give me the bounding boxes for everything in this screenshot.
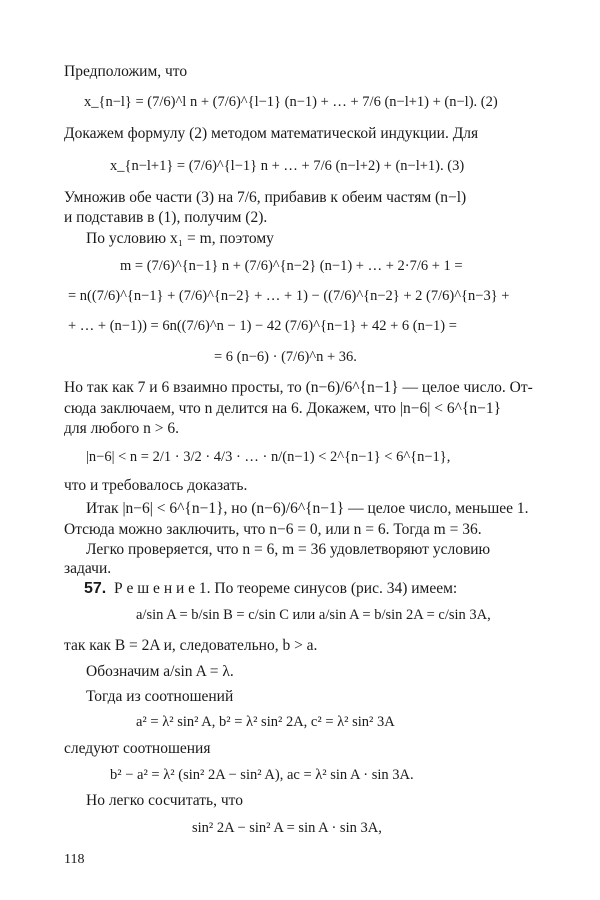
text-line: Тогда из соотношений [86, 688, 234, 705]
formula-line: |n−6| < n = 2/1 · 3/2 · 4/3 · … · n/(n−1) < 2^{n−1} < 6^{n−1}, [86, 449, 451, 465]
page-number: 118 [64, 852, 85, 867]
text-line: и подставив в (1), получим (2). [64, 209, 268, 226]
text-line: Обозначим a/sin A = λ. [86, 663, 234, 680]
formula-line: a² = λ² sin² A, b² = λ² sin² 2A, c² = λ² sin² 3A [136, 714, 395, 730]
problem-number: 57. [84, 580, 107, 597]
formula-2: x_{n−l} = (7/6)^l n + (7/6)^{l−1} (n−1) + … + 7/6 (n−l+1) + (n−l). (2) [84, 94, 498, 110]
text-line: Но легко сосчитать, что [86, 792, 243, 809]
formula-line: + … + (n−1)) = 6n((7/6)^n − 1) − 42 (7/6)^{n−1} + 42 + 6 (n−1) = [68, 318, 457, 334]
formula-3: x_{n−l+1} = (7/6)^{l−1} n + … + 7/6 (n−l+2) + (n−l+1). (3) [110, 158, 465, 174]
text-line: Отсюда можно заключить, что n−6 = 0, или n = 6. Тогда m = 36. [64, 521, 482, 538]
formula-line: b² − a² = λ² (sin² 2A − sin² A), ac = λ² sin A · sin 3A. [110, 767, 414, 783]
text-line: сюда заключаем, что n делится на 6. Докажем, что |n−6| < 6^{n−1} [64, 400, 502, 417]
formula-line: sin² 2A − sin² A = sin A · sin 3A, [192, 820, 382, 836]
text-line: Умножив обе части (3) на 7/6, прибавив к обеим частям (n−l) [64, 189, 467, 206]
text-line: для любого n > 6. [64, 420, 180, 437]
text-line: Итак |n−6| < 6^{n−1}, но (n−6)/6^{n−1} — целое число, меньшее 1. [86, 500, 529, 517]
text-line: следуют соотношения [64, 740, 211, 757]
formula-line: = 6 (n−6) · (7/6)^n + 36. [214, 349, 357, 365]
text-line: так как B = 2A и, следовательно, b > a. [64, 637, 318, 654]
text-line: задачи. [64, 560, 112, 577]
text-line: Р е ш е н и е 1. По теореме синусов (рис. 34) имеем: [114, 580, 458, 597]
text-line: По условию x₁ = m, поэтому [86, 230, 274, 247]
text-line: Легко проверяется, что n = 6, m = 36 удовлетворяют условию [86, 541, 491, 558]
text-line: что и требовалось доказать. [64, 477, 248, 494]
formula-line: = n((7/6)^{n−1} + (7/6)^{n−2} + … + 1) − ((7/6)^{n−2} + 2 (7/6)^{n−3} + [68, 288, 510, 304]
formula-line: a/sin A = b/sin B = c/sin C или a/sin A = b/sin 2A = c/sin 3A, [136, 607, 491, 623]
text-line: Но так как 7 и 6 взаимно просты, то (n−6)/6^{n−1} — целое число. От- [64, 379, 533, 396]
formula-line: m = (7/6)^{n−1} n + (7/6)^{n−2} (n−1) + … + 2·7/6 + 1 = [120, 258, 463, 274]
text-line: Докажем формулу (2) методом математической индукции. Для [64, 125, 479, 142]
text-line: Предположим, что [64, 63, 188, 80]
